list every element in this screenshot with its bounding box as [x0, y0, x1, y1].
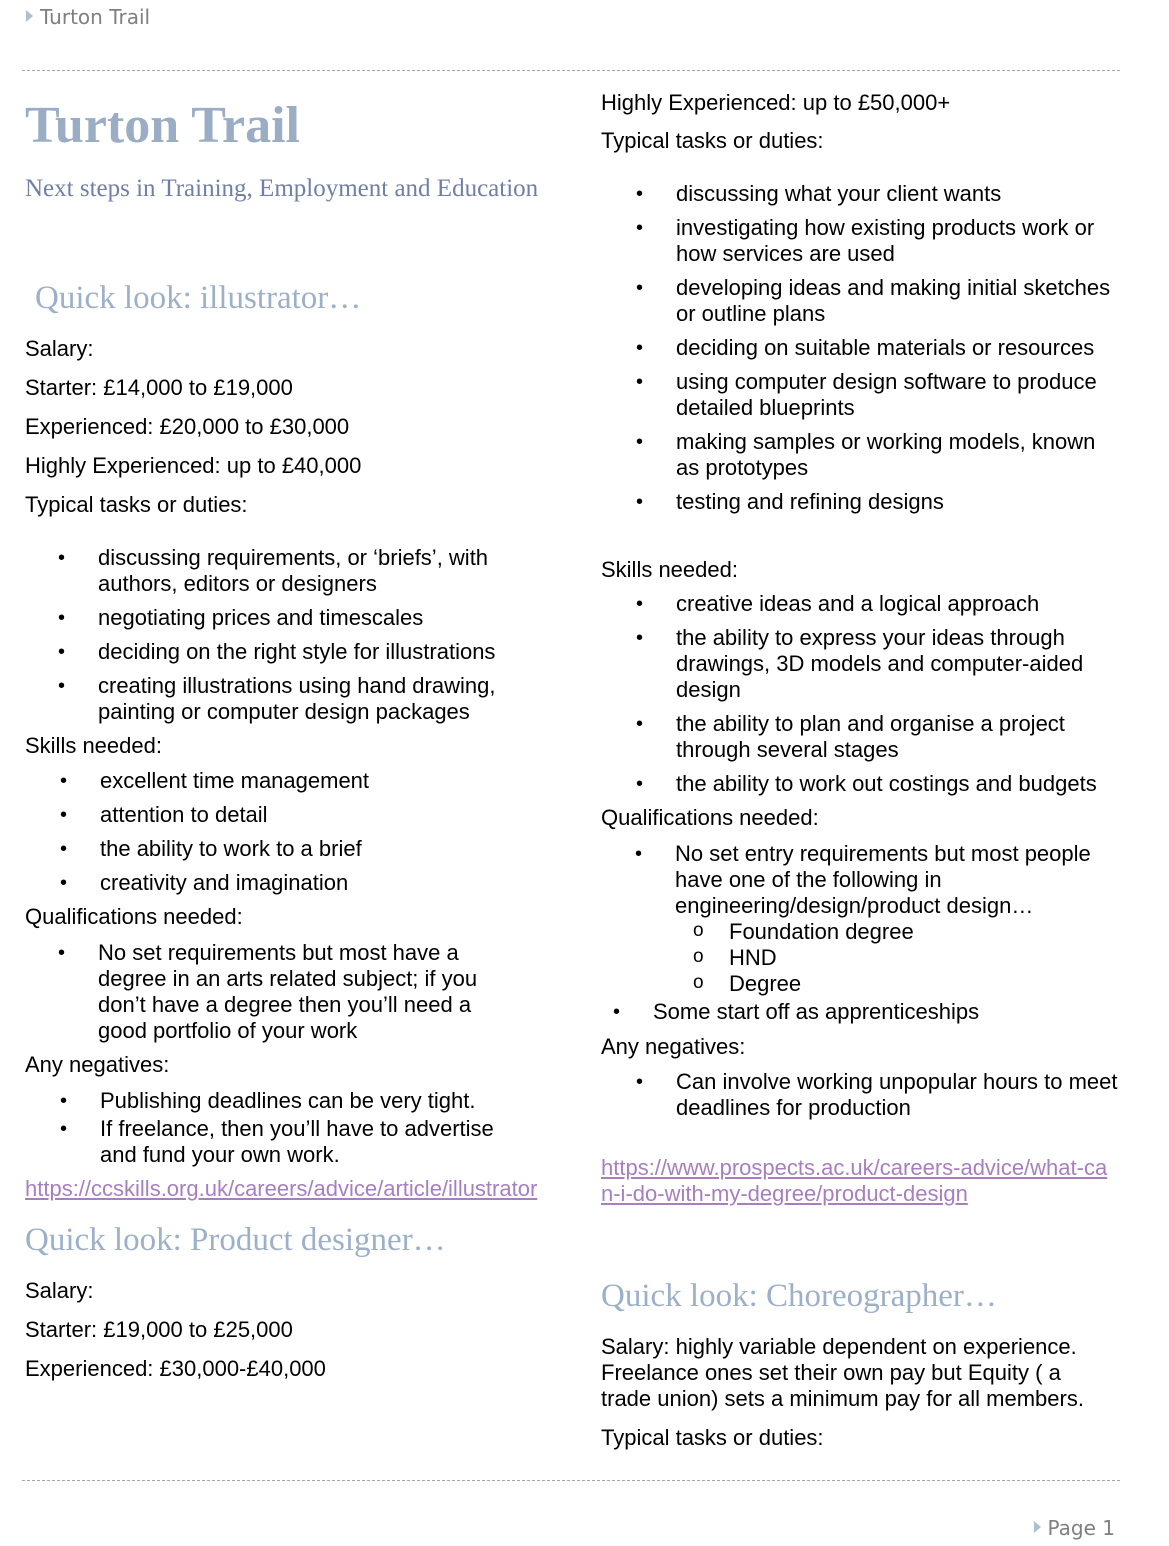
illustrator-experienced-salary: Experienced: £20,000 to £30,000	[25, 414, 350, 439]
list-item: • the ability to express your ideas through drawings, 3D models and computer-aided design	[676, 625, 1121, 703]
list-item: • discussing what your client wants	[676, 181, 1121, 207]
illustrator-qualifications-list	[98, 940, 508, 1044]
product-link-wrapper	[601, 1155, 1116, 1207]
list-item: • creating illustrations using hand drawing, painting or computer design packages	[98, 673, 528, 725]
product-design-link[interactable]: https://www.prospects.ac.uk/careers-advice/what-can-i-do-with-my-degree/product-design	[601, 1155, 1108, 1206]
product-tasks-list	[676, 181, 1121, 515]
product-qualifications-extra-list	[653, 999, 1121, 1025]
list-item: • discussing requirements, or ‘briefs’, with authors, editors or designers	[98, 545, 528, 597]
list-item: • attention to detail	[100, 802, 545, 828]
product-negatives-label: Any negatives:	[601, 1034, 746, 1059]
list-item: • creative ideas and a logical approach	[676, 591, 1121, 617]
illustrator-negatives-label: Any negatives:	[25, 1052, 170, 1077]
illustrator-highly-experienced-salary: Highly Experienced: up to £40,000	[25, 453, 362, 478]
product-highly-experienced-salary: Highly Experienced: up to £50,000+	[601, 90, 951, 115]
list-item: • Can involve working unpopular hours to meet deadlines for production	[676, 1069, 1121, 1121]
right-column	[601, 90, 1121, 1451]
list-item: o HND	[729, 945, 1121, 971]
product-qualifications-sublist	[729, 919, 1121, 997]
list-item: • creativity and imagination	[100, 870, 545, 896]
choreographer-heading: Quick look: Choreographer…	[601, 1278, 997, 1314]
list-item: • investigating how existing products work or how services are used	[676, 215, 1121, 267]
page-header	[26, 5, 150, 29]
list-item: • Some start off as apprenticeships	[653, 999, 1121, 1025]
product-experienced-salary: Experienced: £30,000-£40,000	[25, 1356, 326, 1381]
list-item: • the ability to work to a brief	[100, 836, 545, 862]
product-skills-list	[676, 591, 1121, 797]
page-number: Page 1	[1047, 1516, 1115, 1540]
product-qualifications-list	[675, 841, 1121, 997]
illustrator-starter-salary: Starter: £14,000 to £19,000	[25, 375, 293, 400]
illustrator-salary-label: Salary:	[25, 336, 94, 361]
illustrator-careers-link[interactable]: https://ccskills.org.uk/careers/advice/article/illustrator	[25, 1176, 538, 1201]
list-item: • the ability to plan and organise a project through several stages	[676, 711, 1121, 763]
header-divider	[22, 70, 1120, 71]
list-item: • testing and refining designs	[676, 489, 1121, 515]
product-qualifications-label: Qualifications needed:	[601, 805, 819, 830]
choreographer-salary: Salary: highly variable dependent on experience. Freelance ones set their own pay but Equity ( a trade union) sets a minimum pay for all members.	[601, 1334, 1084, 1411]
list-item: • If freelance, then you’ll have to advertise and fund your own work.	[100, 1116, 530, 1168]
product-skills-label: Skills needed:	[601, 557, 738, 582]
illustrator-heading: Quick look: illustrator…	[35, 280, 362, 316]
list-item: • making samples or working models, known as prototypes	[676, 429, 1121, 481]
qualification-text: No set entry requirements but most people have one of the following in engineering/design/product design…	[675, 841, 1091, 918]
list-item: • negotiating prices and timescales	[98, 605, 528, 631]
list-item: • No set requirements but most have a degree in an arts related subject; if you don’t have a degree then you’ll need a good portfolio of your work	[98, 940, 508, 1044]
illustrator-skills-list	[100, 768, 545, 896]
list-item: • the ability to work out costings and budgets	[676, 771, 1121, 797]
list-item: o Degree	[729, 971, 1121, 997]
document-subtitle: Next steps in Training, Employment and Education	[25, 175, 539, 202]
document-title: Turton Trail	[25, 97, 301, 154]
triangle-right-icon	[26, 10, 33, 22]
illustrator-skills-label: Skills needed:	[25, 733, 162, 758]
product-negatives-list	[676, 1069, 1121, 1121]
list-item: • excellent time management	[100, 768, 545, 794]
list-item: • deciding on suitable materials or resources	[676, 335, 1121, 361]
illustrator-tasks-list	[98, 545, 528, 725]
illustrator-negatives-list	[100, 1088, 530, 1168]
product-designer-heading: Quick look: Product designer…	[25, 1222, 446, 1258]
choreographer-tasks-label: Typical tasks or duties:	[601, 1425, 824, 1450]
triangle-right-icon	[1034, 1521, 1041, 1533]
list-item: • deciding on the right style for illustrations	[98, 639, 528, 665]
list-item: • developing ideas and making initial sketches or outline plans	[676, 275, 1121, 327]
illustrator-tasks-label: Typical tasks or duties:	[25, 492, 248, 517]
list-item: • using computer design software to produce detailed blueprints	[676, 369, 1121, 421]
header-title: Turton Trail	[40, 5, 151, 29]
page-footer	[1034, 1516, 1116, 1540]
product-tasks-label: Typical tasks or duties:	[601, 128, 824, 153]
list-item	[675, 841, 1121, 997]
left-column	[25, 95, 545, 1382]
product-starter-salary: Starter: £19,000 to £25,000	[25, 1317, 293, 1342]
illustrator-qualifications-label: Qualifications needed:	[25, 904, 243, 929]
illustrator-link-wrapper	[25, 1176, 543, 1202]
list-item: • Publishing deadlines can be very tight.	[100, 1088, 530, 1114]
product-salary-label: Salary:	[25, 1278, 94, 1303]
footer-divider	[22, 1480, 1120, 1481]
list-item: o Foundation degree	[729, 919, 1121, 945]
